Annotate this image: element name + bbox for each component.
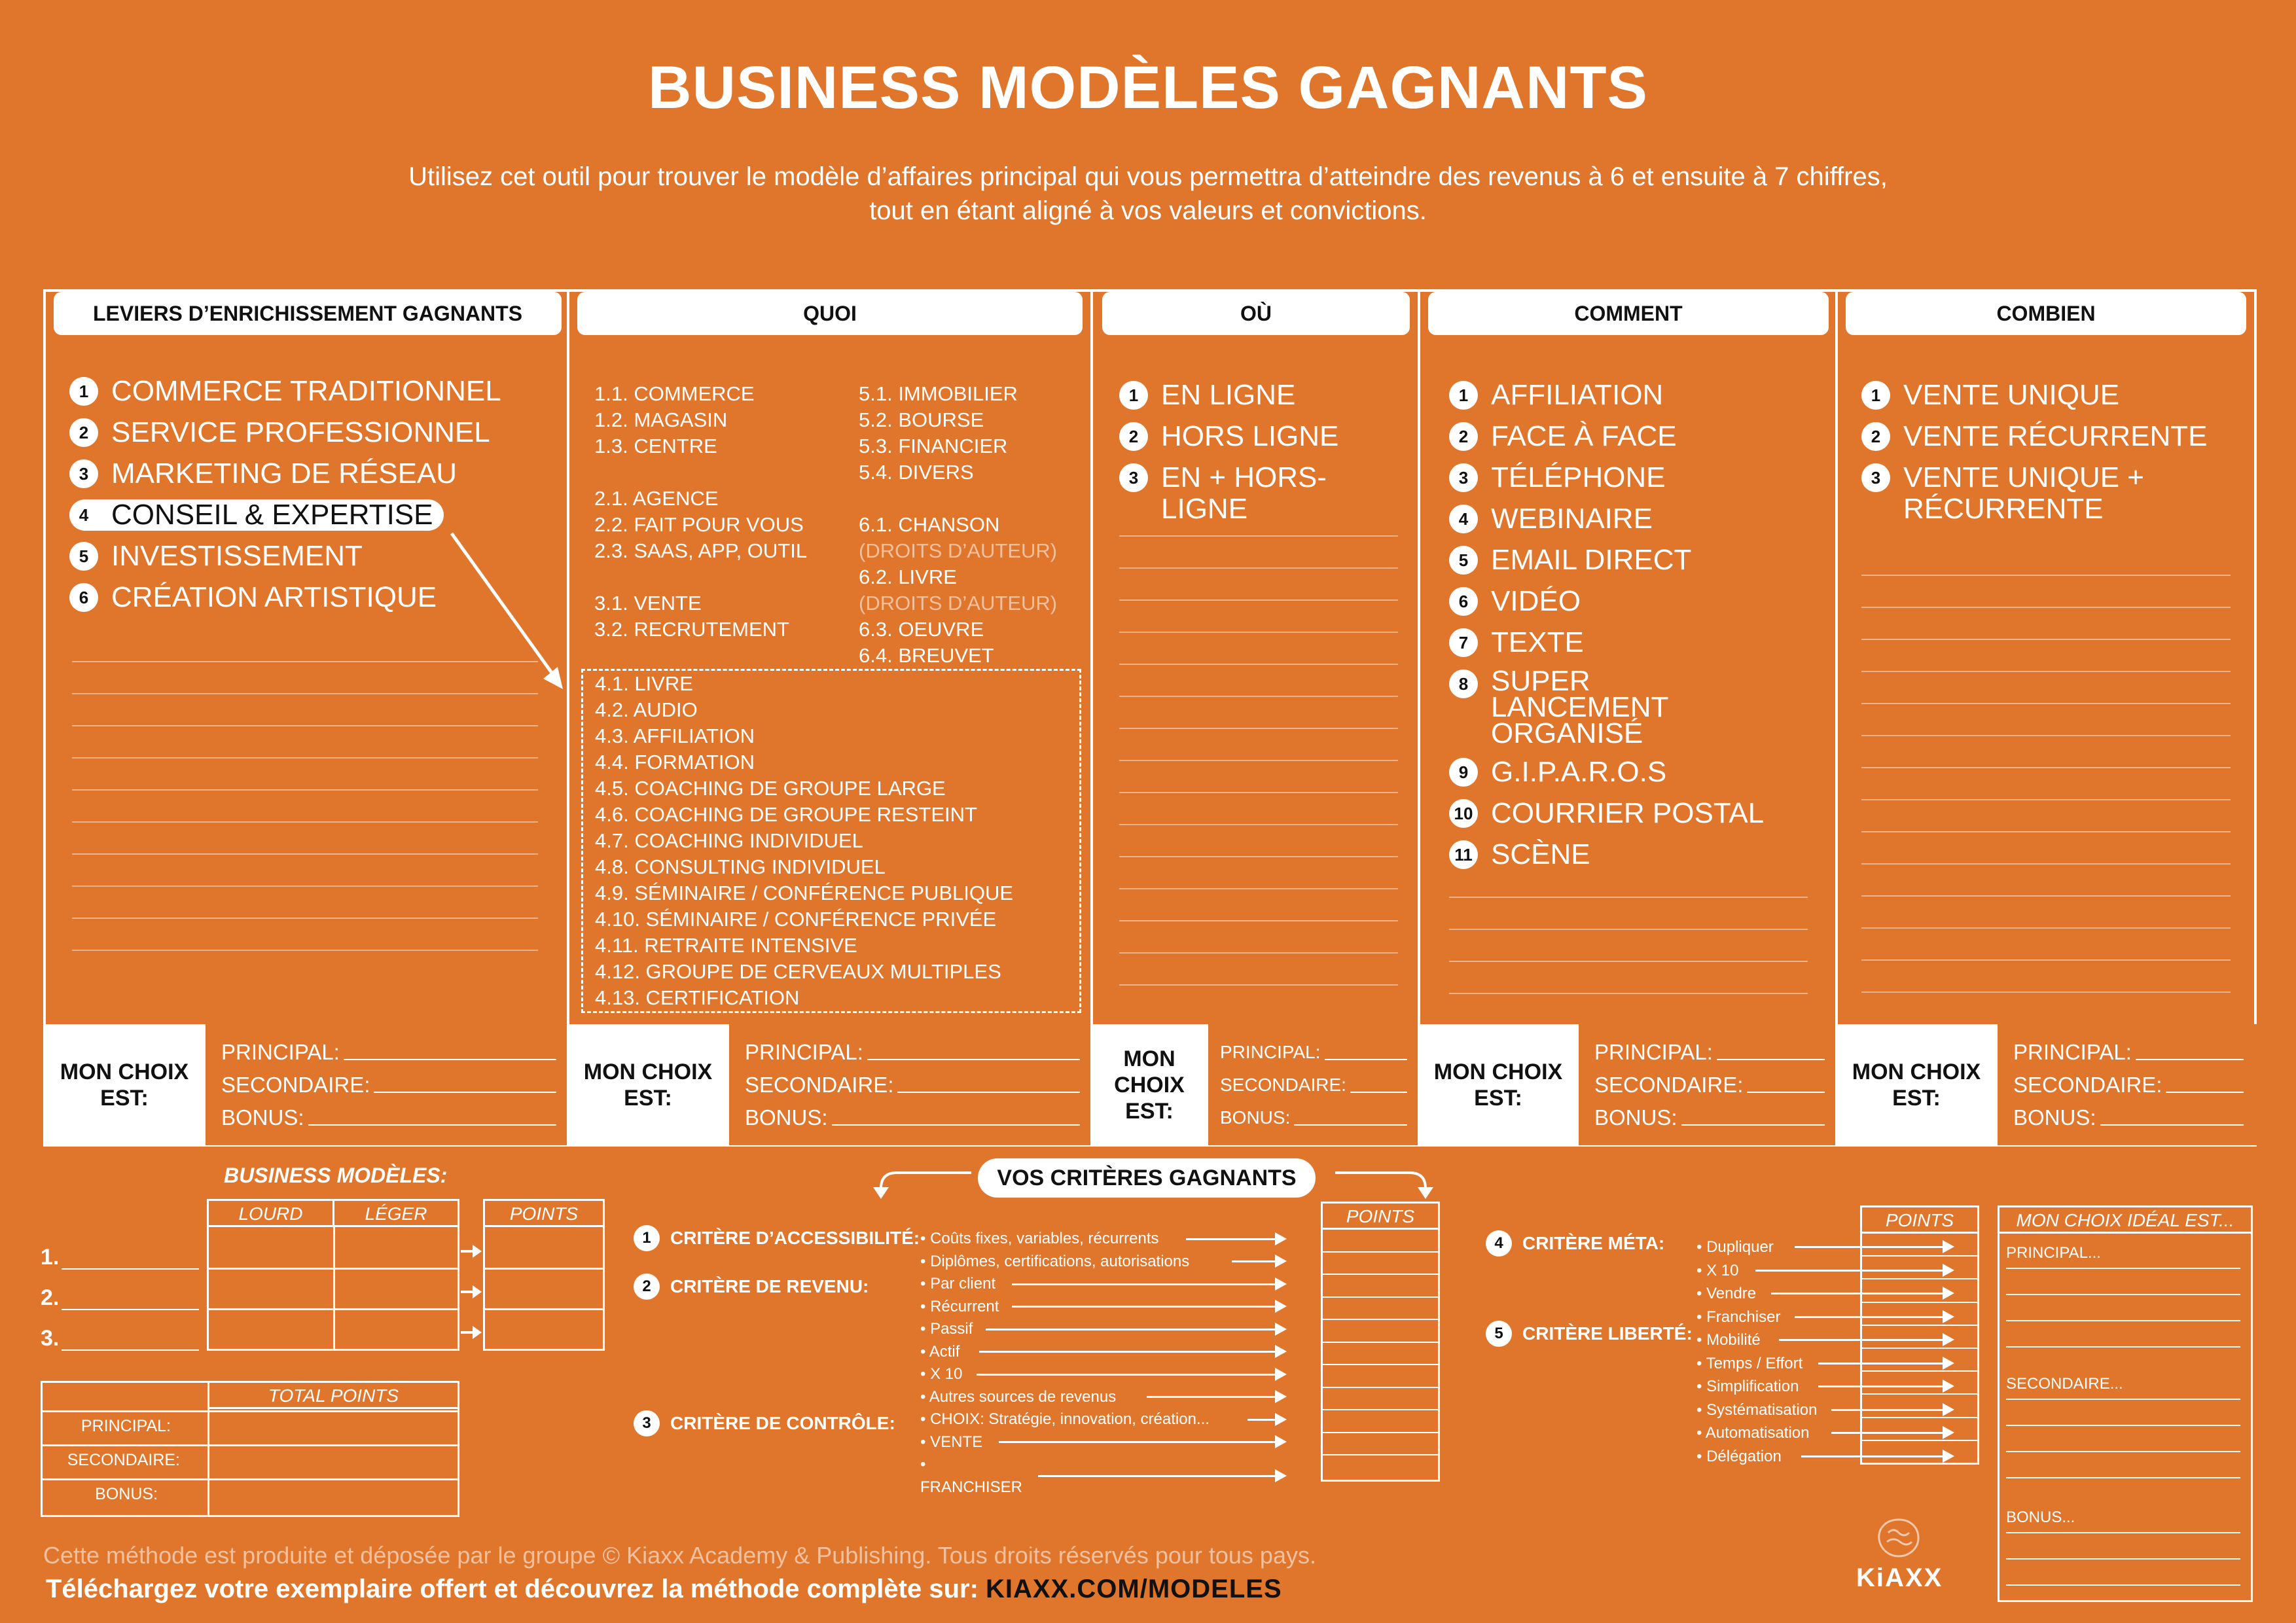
frame-right bbox=[2254, 289, 2257, 1147]
number-badge: 2 bbox=[1449, 422, 1478, 451]
arrow-left-icon bbox=[864, 1169, 975, 1208]
criteria-item: • Automatisation bbox=[1696, 1421, 1952, 1445]
list-item[interactable] bbox=[1449, 665, 1829, 749]
page-title: BUSINESS MODÈLES GAGNANTS bbox=[648, 54, 1648, 121]
list-item[interactable] bbox=[1449, 503, 1829, 535]
model-row[interactable]: 3. bbox=[41, 1318, 199, 1359]
subtitle-line-2: tout en étant aligné à vos valeurs et convictions. bbox=[869, 196, 1427, 225]
criterion-accessibilite: 1 CRITÈRE D’ACCESSIBILITÉ: bbox=[634, 1225, 920, 1251]
criteria-item: • Vendre bbox=[1696, 1282, 1952, 1306]
points-header: POINTS bbox=[485, 1201, 603, 1227]
choice-combien bbox=[1835, 1024, 2257, 1145]
subtitle-line-1: Utilisez cet outil pour trouver le modèle d’affaires principal qui vous permettra d’atteindre des revenus à 6 et ensuite à 7 chiffres, bbox=[408, 162, 1888, 191]
points-header: POINTS bbox=[1323, 1204, 1438, 1230]
item-label: INVESTISSEMENT bbox=[111, 540, 363, 572]
item-label: TÉLÉPHONE bbox=[1491, 461, 1666, 493]
item-label: TEXTE bbox=[1491, 626, 1584, 658]
choice-leviers bbox=[43, 1024, 569, 1145]
item-label: SERVICE PROFESSIONNEL bbox=[111, 416, 490, 448]
principal-field[interactable]: PRINCIPAL: bbox=[2013, 1039, 2257, 1065]
criteria-item: • Diplômes, certifications, autorisations bbox=[920, 1251, 1284, 1274]
bonus-field[interactable]: BONUS: bbox=[221, 1105, 569, 1131]
criteria-item: • Mobilité bbox=[1696, 1329, 1952, 1352]
comment-list bbox=[1449, 380, 1829, 880]
choice-label: MON CHOIX EST: bbox=[1433, 1059, 1563, 1111]
list-item[interactable] bbox=[1449, 627, 1829, 658]
list-item[interactable] bbox=[1449, 544, 1829, 576]
list-item[interactable] bbox=[1861, 380, 2228, 411]
choice-label: MON CHOIX EST: bbox=[583, 1059, 713, 1111]
item-label: EN LIGNE bbox=[1161, 379, 1296, 411]
criterion-revenu: 2 CRITÈRE DE REVENU: bbox=[634, 1274, 869, 1300]
number-badge: 3 bbox=[1449, 463, 1478, 492]
criteria-left-list bbox=[920, 1228, 1284, 1499]
leviers-write-lines[interactable] bbox=[72, 661, 538, 951]
criterion-liberte: 5 CRITÈRE LIBERTÉ: bbox=[1486, 1321, 1693, 1347]
ou-list bbox=[1119, 380, 1407, 535]
list-item[interactable] bbox=[69, 458, 554, 490]
criteria-item: • Actif bbox=[920, 1341, 1284, 1364]
lourd-header: LOURD bbox=[209, 1201, 334, 1227]
secondaire-field[interactable]: SECONDAIRE: bbox=[2013, 1072, 2257, 1098]
combien-write-lines[interactable] bbox=[1861, 575, 2231, 993]
item-label: VENTE UNIQUE + RÉCURRENTE bbox=[1903, 461, 2144, 525]
number-badge: 2 bbox=[1119, 422, 1148, 451]
models-row-labels bbox=[41, 1237, 199, 1359]
principal-field[interactable]: PRINCIPAL: bbox=[1220, 1039, 1420, 1065]
list-item[interactable] bbox=[1449, 462, 1829, 493]
criteria-item: • X 10 bbox=[1696, 1259, 1952, 1283]
item-label: EN + HORS-LIGNE bbox=[1161, 461, 1327, 525]
criteria-item: • Autres sources de revenus bbox=[920, 1386, 1284, 1409]
number-badge: 5 bbox=[69, 542, 98, 571]
number-badge: 2 bbox=[634, 1274, 660, 1300]
quoi-list-2: 5.1. IMMOBILIER 5.2. BOURSE 5.3. FINANCIER 5.4. DIVERS 6.1. CHANSON (DROITS D’AUTEUR) 6.2. LIVRE (DROITS D’AUTEUR) 6.3. OEUVRE 6.4. BREUVET bbox=[859, 382, 1058, 667]
list-item[interactable] bbox=[69, 376, 554, 407]
item-label: VENTE RÉCURRENTE bbox=[1903, 420, 2208, 452]
number-badge: 6 bbox=[1449, 587, 1478, 616]
principal-field[interactable]: PRINCIPAL: bbox=[221, 1039, 569, 1065]
item-label: VIDÉO bbox=[1491, 585, 1581, 617]
criteria-points-table-2 bbox=[1860, 1205, 1979, 1465]
download-text: Téléchargez votre exemplaire offert et découvrez la méthode complète sur: KIAXX.COM/MODELES bbox=[46, 1575, 1282, 1603]
criteria-item: • Par client bbox=[920, 1273, 1284, 1296]
quoi-highlight-box: 4.1. LIVRE 4.2. AUDIO 4.3. AFFILIATION 4.4. FORMATION 4.5. COACHING DE GROUPE LARGE 4.6. COACHING DE GROUPE RESTEINT 4.7. COACHING INDIVIDUEL 4.8. CONSULTING INDIVIDUEL 4.9. SÉMINAIRE / CONFÉRENCE PUBLIQUE 4.10. SÉMINAIRE / CONFÉRENCE PRIVÉE 4.11. RETRAITE INTENSIVE 4.12. GROUPE DE CERVEAUX MULTIPLES 4.13. CERTIFICATION bbox=[581, 669, 1081, 1013]
item-label: COURRIER POSTAL bbox=[1491, 797, 1765, 829]
frame-left bbox=[43, 289, 46, 1147]
criteria-item: • VENTE bbox=[920, 1431, 1284, 1454]
list-item[interactable] bbox=[1119, 380, 1407, 411]
list-item[interactable] bbox=[1449, 586, 1829, 617]
criteria-item: • Systématisation bbox=[1696, 1399, 1952, 1422]
models-table bbox=[207, 1199, 459, 1351]
item-label: CONSEIL & EXPERTISE bbox=[111, 499, 433, 531]
number-badge: 5 bbox=[1449, 546, 1478, 575]
ideal-choice-box bbox=[1998, 1205, 2253, 1602]
list-item[interactable] bbox=[1449, 798, 1829, 829]
criteria-item: • Passif bbox=[920, 1318, 1284, 1341]
brain-icon bbox=[1873, 1517, 1925, 1560]
choice-label: MON CHOIX EST: bbox=[60, 1059, 189, 1111]
list-item[interactable] bbox=[1449, 421, 1829, 452]
criteria-title: VOS CRITÈRES GAGNANTS bbox=[978, 1158, 1316, 1198]
number-badge: 8 bbox=[1449, 669, 1478, 698]
list-item[interactable] bbox=[1449, 757, 1829, 788]
number-badge: 1 bbox=[69, 377, 98, 406]
item-label: EMAIL DIRECT bbox=[1491, 544, 1692, 576]
principal-field[interactable]: PRINCIPAL: bbox=[1594, 1039, 1838, 1065]
list-item[interactable] bbox=[1449, 839, 1829, 870]
list-item[interactable] bbox=[1119, 421, 1407, 452]
number-badge: 2 bbox=[1861, 422, 1890, 451]
secondaire-field[interactable]: SECONDAIRE: bbox=[1220, 1072, 1420, 1098]
item-label: COMMERCE TRADITIONNEL bbox=[111, 375, 501, 407]
choice-quoi bbox=[567, 1024, 1093, 1145]
number-badge: 4 bbox=[69, 501, 98, 529]
total-secondaire-label: SECONDAIRE: bbox=[67, 1451, 180, 1469]
ideal-title: MON CHOIX IDÉAL EST... bbox=[2000, 1207, 2251, 1234]
model-row[interactable]: 1. bbox=[41, 1237, 199, 1277]
number-badge: 2 bbox=[69, 418, 98, 447]
number-badge: 3 bbox=[634, 1410, 660, 1436]
item-label: SUPER LANCEMENT ORGANISÉ bbox=[1491, 665, 1668, 749]
secondaire-field[interactable]: SECONDAIRE: bbox=[221, 1072, 569, 1098]
comment-write-lines[interactable] bbox=[1449, 897, 1808, 994]
number-badge: 3 bbox=[69, 459, 98, 488]
bonus-field[interactable]: BONUS: bbox=[745, 1105, 1093, 1131]
criteria-item: • Récurrent bbox=[920, 1296, 1284, 1319]
logo-text: KiAXX bbox=[1856, 1563, 1943, 1592]
quoi-list-1: 1.1. COMMERCE 1.2. MAGASIN 1.3. CENTRE 2.1. AGENCE 2.2. FAIT POUR VOUS 2.3. SAAS, APP, OUTIL 3.1. VENTE 3.2. RECRUTEMENT bbox=[594, 382, 808, 641]
criteria-item: • FRANCHISER bbox=[920, 1454, 1284, 1499]
criteria-item: • Délégation bbox=[1696, 1445, 1952, 1469]
criteria-item: • Franchiser bbox=[1696, 1306, 1952, 1329]
number-badge: 1 bbox=[1119, 381, 1148, 410]
leger-header: LÉGER bbox=[334, 1201, 457, 1227]
number-badge: 1 bbox=[1449, 381, 1478, 410]
total-points-header: TOTAL POINTS bbox=[207, 1383, 457, 1409]
list-item[interactable] bbox=[1119, 462, 1407, 525]
number-badge: 5 bbox=[1486, 1321, 1512, 1347]
bonus-field[interactable]: BONUS: bbox=[1220, 1105, 1420, 1131]
number-badge: 11 bbox=[1449, 840, 1478, 869]
item-label: MARKETING DE RÉSEAU bbox=[111, 457, 457, 490]
criteria-item: • Simplification bbox=[1696, 1375, 1952, 1399]
item-label: WEBINAIRE bbox=[1491, 503, 1653, 535]
ideal-principal[interactable]: PRINCIPAL... bbox=[2006, 1244, 2240, 1347]
criterion-controle: 3 CRITÈRE DE CONTRÔLE: bbox=[634, 1410, 895, 1436]
models-points-table bbox=[483, 1199, 605, 1351]
item-label: AFFILIATION bbox=[1491, 379, 1664, 411]
number-badge: 3 bbox=[1861, 463, 1890, 492]
secondaire-field[interactable]: SECONDAIRE: bbox=[745, 1072, 1093, 1098]
ideal-secondaire[interactable]: SECONDAIRE... bbox=[2006, 1375, 2240, 1478]
bonus-field[interactable]: BONUS: bbox=[2013, 1105, 2257, 1131]
number-badge: 4 bbox=[1449, 505, 1478, 533]
number-badge: 3 bbox=[1119, 463, 1148, 492]
number-badge: 6 bbox=[69, 583, 98, 612]
divider-2 bbox=[1090, 289, 1093, 1147]
header-comment: COMMENT bbox=[1428, 292, 1829, 335]
criteria-item: • Dupliquer bbox=[1696, 1236, 1952, 1259]
ou-write-lines[interactable] bbox=[1119, 535, 1398, 986]
item-label: VENTE UNIQUE bbox=[1903, 379, 2120, 411]
choice-ou bbox=[1090, 1024, 1420, 1145]
item-label: G.I.P.A.R.O.S bbox=[1491, 756, 1667, 788]
page-subtitle bbox=[0, 160, 2296, 228]
divider-4 bbox=[1835, 289, 1838, 1147]
list-item[interactable] bbox=[69, 417, 554, 448]
bonus-field[interactable]: BONUS: bbox=[1594, 1105, 1838, 1131]
number-badge: 4 bbox=[1486, 1230, 1512, 1257]
ideal-bonus[interactable]: BONUS... bbox=[2006, 1508, 2240, 1586]
total-bonus-label: BONUS: bbox=[95, 1485, 158, 1503]
item-label: HORS LIGNE bbox=[1161, 420, 1339, 452]
choice-label: MON CHOIX EST: bbox=[1852, 1059, 1981, 1111]
list-item[interactable] bbox=[1861, 421, 2228, 452]
model-row[interactable]: 2. bbox=[41, 1277, 199, 1318]
number-badge: 7 bbox=[1449, 628, 1478, 657]
points-header: POINTS bbox=[1862, 1207, 1977, 1234]
total-principal-label: PRINCIPAL: bbox=[81, 1417, 171, 1435]
combien-list bbox=[1861, 380, 2228, 535]
principal-field[interactable]: PRINCIPAL: bbox=[745, 1039, 1093, 1065]
secondaire-field[interactable]: SECONDAIRE: bbox=[1594, 1072, 1838, 1098]
header-leviers: LEVIERS D’ENRICHISSEMENT GAGNANTS bbox=[54, 292, 562, 335]
number-badge: 1 bbox=[1861, 381, 1890, 410]
criteria-item: • CHOIX: Stratégie, innovation, création... bbox=[920, 1408, 1284, 1431]
number-badge: 1 bbox=[634, 1225, 660, 1251]
download-link[interactable]: KIAXX.COM/MODELES bbox=[986, 1575, 1282, 1603]
arrow-icon bbox=[458, 1238, 484, 1343]
header-combien: COMBIEN bbox=[1846, 292, 2246, 335]
number-badge: 9 bbox=[1449, 758, 1478, 787]
item-label: SCÈNE bbox=[1491, 838, 1590, 870]
header-quoi: QUOI bbox=[577, 292, 1083, 335]
models-title: BUSINESS MODÈLES: bbox=[224, 1164, 448, 1187]
number-badge: 10 bbox=[1449, 799, 1478, 828]
total-points-table bbox=[41, 1381, 459, 1517]
copyright-text: Cette méthode est produite et déposée par le groupe © Kiaxx Academy & Publishing. Tous droits réservés pour tous pays. bbox=[43, 1542, 1316, 1569]
kiaxx-logo bbox=[1856, 1517, 1941, 1593]
criteria-points-table-1 bbox=[1321, 1202, 1440, 1482]
criteria-item: • Temps / Effort bbox=[1696, 1352, 1952, 1376]
divider-1 bbox=[567, 289, 569, 1147]
divider-3 bbox=[1418, 289, 1420, 1147]
choice-label: MON CHOIX EST: bbox=[1114, 1046, 1185, 1124]
list-item[interactable] bbox=[1861, 462, 2228, 525]
header-ou: OÙ bbox=[1102, 292, 1410, 335]
list-item-highlighted[interactable] bbox=[69, 499, 444, 531]
choice-comment bbox=[1418, 1024, 1838, 1145]
list-item[interactable] bbox=[1449, 380, 1829, 411]
item-label: FACE À FACE bbox=[1491, 420, 1677, 452]
criterion-meta: 4 CRITÈRE MÉTA: bbox=[1486, 1230, 1664, 1257]
criteria-item: • Coûts fixes, variables, récurrents bbox=[920, 1228, 1284, 1251]
criteria-item: • X 10 bbox=[920, 1363, 1284, 1386]
item-label: CRÉATION ARTISTIQUE bbox=[111, 581, 437, 613]
